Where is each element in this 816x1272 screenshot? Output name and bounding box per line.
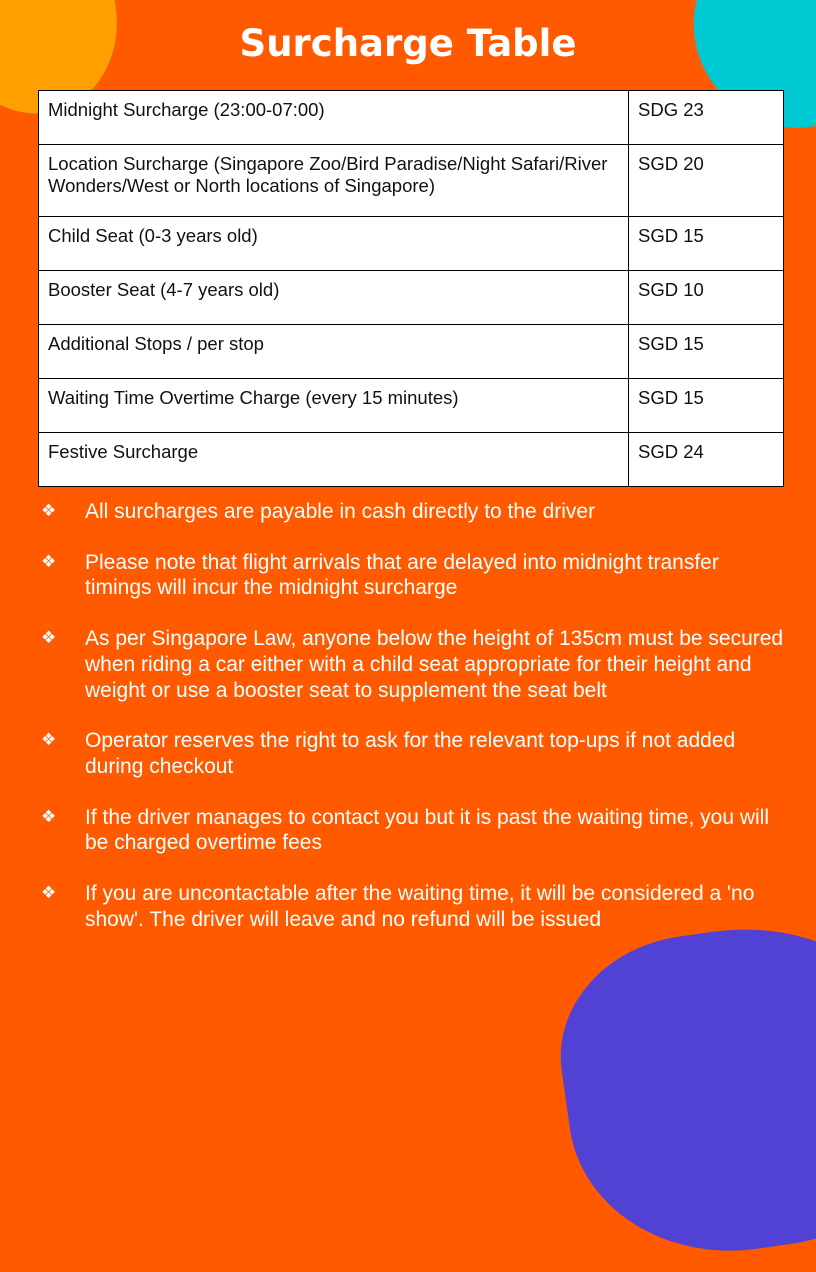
diamond-bullet-icon: ❖ xyxy=(41,730,57,751)
note-text: If the driver manages to contact you but it is past the waiting time, you will be charged overtime fees xyxy=(85,805,769,855)
table-row xyxy=(39,325,784,379)
note-text: As per Singapore Law, anyone below the height of 135cm must be secured when riding a car either with a child seat appropriate for their height and weight or use a booster seat to supplement the seat belt xyxy=(85,627,784,702)
table-row xyxy=(39,91,784,145)
notes-list xyxy=(38,499,788,957)
diamond-bullet-icon: ❖ xyxy=(41,806,57,827)
surcharge-price: SGD 20 xyxy=(629,145,784,217)
surcharge-price: SGD 15 xyxy=(629,379,784,433)
note-text: All surcharges are payable in cash directly to the driver xyxy=(85,500,596,523)
list-item xyxy=(38,728,788,779)
diamond-bullet-icon: ❖ xyxy=(41,628,57,649)
surcharge-price: SGD 15 xyxy=(629,325,784,379)
table-row xyxy=(39,379,784,433)
list-item xyxy=(38,626,788,703)
table-row xyxy=(39,145,784,217)
note-text: Please note that flight arrivals that are delayed into midnight transfer timings will incur the midnight surcharge xyxy=(85,550,719,600)
page-title: Surcharge Table xyxy=(239,22,577,65)
list-item xyxy=(38,805,788,856)
surcharge-item: Location Surcharge (Singapore Zoo/Bird Paradise/Night Safari/River Wonders/West or North locations of Singapore) xyxy=(39,145,629,217)
list-item xyxy=(38,499,788,525)
surcharge-price: SGD 15 xyxy=(629,217,784,271)
surcharge-price: SGD 24 xyxy=(629,433,784,487)
diamond-bullet-icon: ❖ xyxy=(41,551,57,572)
surcharge-item: Midnight Surcharge (23:00-07:00) xyxy=(39,91,629,145)
list-item xyxy=(38,881,788,932)
diamond-bullet-icon: ❖ xyxy=(41,501,57,521)
table-row xyxy=(39,433,784,487)
surcharge-item: Booster Seat (4-7 years old) xyxy=(39,271,629,325)
table-row xyxy=(39,271,784,325)
surcharge-table xyxy=(38,90,784,487)
surcharge-item: Waiting Time Overtime Charge (every 15 minutes) xyxy=(39,379,629,433)
note-text: If you are uncontactable after the waiting time, it will be considered a 'no show'. The driver will leave and no refund will be issued xyxy=(85,882,755,931)
surcharge-item: Additional Stops / per stop xyxy=(39,325,629,379)
diamond-bullet-icon: ❖ xyxy=(41,883,57,904)
note-text: Operator reserves the right to ask for the relevant top-ups if not added during checkout xyxy=(85,729,736,778)
surcharge-price: SDG 23 xyxy=(629,91,784,145)
surcharge-price: SGD 10 xyxy=(629,271,784,325)
surcharge-item: Festive Surcharge xyxy=(39,433,629,487)
surcharge-item: Child Seat (0-3 years old) xyxy=(39,217,629,271)
decorative-blob-purple xyxy=(546,904,816,1272)
list-item xyxy=(38,550,788,601)
table-row xyxy=(39,217,784,271)
